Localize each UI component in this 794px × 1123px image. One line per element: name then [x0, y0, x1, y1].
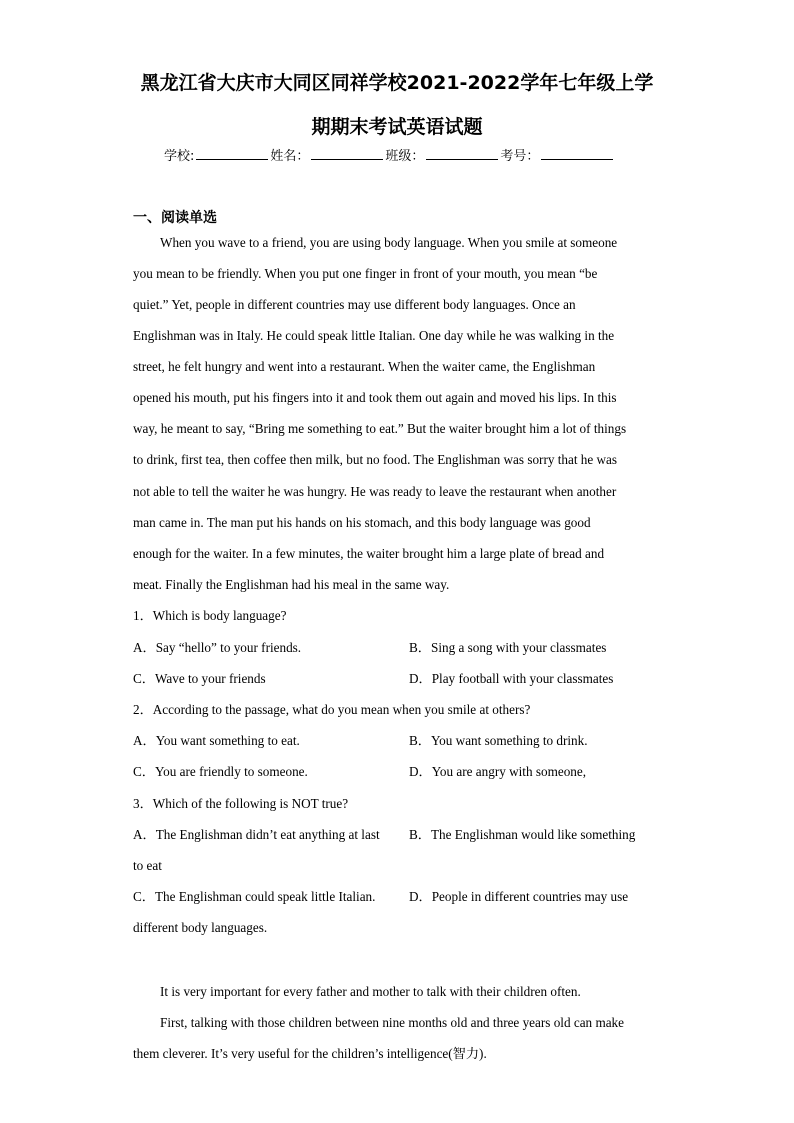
question-1-stem: 1．Which is body language?	[133, 608, 287, 623]
q2-option-a[interactable]: A．You want something to eat.	[133, 733, 300, 748]
q2-option-c[interactable]: C．You are friendly to someone.	[133, 764, 308, 779]
q3-option-c[interactable]: C．The Englishman could speak little Italian.	[133, 889, 376, 904]
passage2-line: It is very important for every father and mother to talk with their children often.	[160, 984, 581, 999]
passage-line: not able to tell the waiter he was hungry. He was ready to leave the restaurant when another	[133, 484, 617, 499]
q1-option-d[interactable]: D．Play football with your classmates	[409, 671, 614, 686]
passage2-line: them cleverer. It’s very useful for the children’s intelligence(智力).	[133, 1046, 487, 1061]
q3-option-a[interactable]: A．The Englishman didn’t eat anything at last	[133, 827, 380, 842]
title-line-1: 黑龙江省大庆市大同区同祥学校2021-2022学年七年级上学	[140, 72, 654, 94]
passage-line: man came in. The man put his hands on his stomach, and this body language was good	[133, 515, 591, 530]
q2-option-b[interactable]: B．You want something to drink.	[409, 733, 588, 748]
passage-line: quiet.” Yet, people in different countries may use different body languages. Once an	[133, 297, 576, 312]
q1-option-b[interactable]: B．Sing a song with your classmates	[409, 640, 607, 655]
q3-option-d-continued[interactable]: different body languages.	[133, 920, 268, 935]
name-blank[interactable]	[311, 147, 383, 160]
school-blank[interactable]	[196, 147, 268, 160]
passage-line: to drink, first tea, then coffee then milk, but no food. The Englishman was sorry that he was	[133, 452, 618, 467]
class-blank[interactable]	[426, 147, 498, 160]
passage-line: enough for the waiter. In a few minutes, the waiter brought him a large plate of bread and	[133, 546, 605, 561]
q1-option-a[interactable]: A．Say “hello” to your friends.	[133, 640, 302, 655]
q3-option-b[interactable]: B．The Englishman would like something	[409, 827, 636, 842]
student-info-row	[164, 145, 615, 164]
passage-line: you mean to be friendly. When you put one finger in front of your mouth, you mean “be	[133, 266, 598, 281]
q1-option-c[interactable]: C．Wave to your friends	[133, 671, 266, 686]
q3-option-b-continued[interactable]: to eat	[133, 858, 162, 873]
passage-line: way, he meant to say, “Bring me something to eat.” But the waiter brought him a lot of things	[133, 421, 627, 436]
name-label: 姓名：	[270, 149, 310, 164]
exam-no-blank[interactable]	[541, 147, 613, 160]
question-2-stem: 2．According to the passage, what do you mean when you smile at others?	[133, 702, 531, 717]
passage-line: street, he felt hungry and went into a restaurant. When the waiter came, the Englishman	[133, 359, 596, 374]
passage-line: opened his mouth, put his fingers into it and took them out again and moved his lips. In this	[133, 390, 617, 405]
passage2-line: First, talking with those children between nine months old and three years old can make	[160, 1015, 625, 1030]
passage-line: When you wave to a friend, you are using body language. When you smile at someone	[160, 235, 618, 250]
title-line-2: 期期末考试英语试题	[311, 116, 483, 138]
exam-no-label: 考号：	[500, 149, 540, 164]
school-label: 学校:	[164, 149, 195, 164]
class-label: 班级：	[385, 149, 425, 164]
q3-option-d[interactable]: D．People in different countries may use	[409, 889, 629, 904]
section-heading: 一、阅读单选	[133, 210, 217, 226]
question-3-stem: 3．Which of the following is NOT true?	[133, 796, 349, 811]
passage-line: Englishman was in Italy. He could speak little Italian. One day while he was walking in the	[133, 328, 615, 343]
q2-option-d[interactable]: D．You are angry with someone,	[409, 764, 587, 779]
passage-line: meat. Finally the Englishman had his meal in the same way.	[133, 577, 450, 592]
